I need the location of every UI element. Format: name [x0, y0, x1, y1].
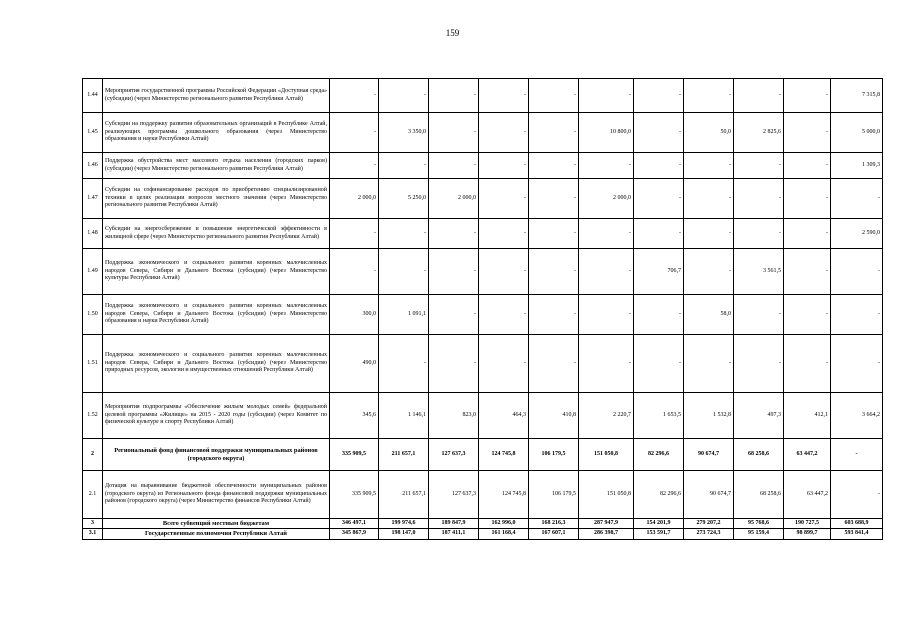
- value-cell: -: [429, 79, 479, 113]
- value-cell: 2 590,0: [831, 219, 883, 249]
- value-cell: 823,0: [429, 393, 479, 439]
- row-number: 1.51: [83, 335, 103, 393]
- value-cell: -: [429, 219, 479, 249]
- value-cell: -: [684, 249, 734, 295]
- value-cell: -: [479, 179, 529, 219]
- table-row: [83, 249, 883, 295]
- value-cell: -: [379, 335, 429, 393]
- value-cell: -: [479, 153, 529, 179]
- value-cell: 90 674,7: [684, 471, 734, 519]
- value-cell: 279 207,2: [684, 519, 734, 529]
- value-cell: -: [330, 249, 379, 295]
- value-cell: -: [831, 295, 883, 335]
- value-cell: 1 653,5: [634, 393, 684, 439]
- value-cell: 127 637,3: [429, 439, 479, 471]
- row-number: 3: [83, 519, 103, 529]
- value-cell: -: [330, 113, 379, 153]
- value-cell: -: [831, 179, 883, 219]
- table-row: [83, 295, 883, 335]
- value-cell: -: [784, 249, 831, 295]
- table-row: [83, 179, 883, 219]
- value-cell: 98 899,7: [784, 529, 831, 540]
- value-cell: 106 179,5: [529, 471, 579, 519]
- value-cell: 2 825,6: [734, 113, 784, 153]
- value-cell: 68 258,6: [734, 439, 784, 471]
- value-cell: 346 497,1: [330, 519, 379, 529]
- value-cell: -: [529, 295, 579, 335]
- page-number: 159: [445, 28, 460, 38]
- value-cell: 412,1: [784, 393, 831, 439]
- table-row: [83, 113, 883, 153]
- value-cell: -: [734, 79, 784, 113]
- row-description: Дотация на выравнивание бюджетной обеспеченности муниципальных районов (городского округа) из Регионального фонда финансовой поддержки муниципальных районов (городского округа) (через Министерство финансов Республики Алтай): [103, 471, 330, 519]
- value-cell: 167 607,1: [529, 529, 579, 540]
- value-cell: -: [784, 335, 831, 393]
- value-cell: 464,3: [479, 393, 529, 439]
- value-cell: -: [579, 79, 634, 113]
- value-cell: -: [529, 219, 579, 249]
- value-cell: 2 000,0: [579, 179, 634, 219]
- value-cell: 211 657,1: [379, 439, 429, 471]
- value-cell: 58,0: [684, 295, 734, 335]
- value-cell: -: [479, 219, 529, 249]
- value-cell: -: [379, 219, 429, 249]
- value-cell: -: [529, 249, 579, 295]
- value-cell: 10 800,0: [579, 113, 634, 153]
- value-cell: 168 216,3: [529, 519, 579, 529]
- value-cell: -: [831, 335, 883, 393]
- value-cell: -: [634, 295, 684, 335]
- row-description: Поддержка экономического и социального развития коренных малочисленных народов Севера, Сибири и Дальнего Востока (субсидии) (через Министерство образования и науки Республики Алтай): [103, 295, 330, 335]
- value-cell: 90 674,7: [684, 439, 734, 471]
- value-cell: -: [784, 219, 831, 249]
- row-number: 2: [83, 439, 103, 471]
- value-cell: 1 091,1: [379, 295, 429, 335]
- value-cell: -: [684, 335, 734, 393]
- row-description: Мероприятия подпрограммы «Обеспечение жильем молодых семей» федеральной целевой программы «Жилище» на 2015 - 2020 годы (субсидии) (через Комитет по физической культуре и спорту Республики Алтай): [103, 393, 330, 439]
- value-cell: 2 000,0: [330, 179, 379, 219]
- value-cell: 154 201,9: [634, 519, 684, 529]
- table-row: [83, 519, 883, 529]
- value-cell: 161 168,4: [479, 529, 529, 540]
- row-number: 1.47: [83, 179, 103, 219]
- value-cell: 187 411,1: [429, 529, 479, 540]
- row-description: Поддержка экономического и социального развития коренных малочисленных народов Севера, Сибири и Дальнего Востока (субсидии) (через Министерство культуры Республики Алтай): [103, 249, 330, 295]
- value-cell: 95 768,6: [734, 519, 784, 529]
- value-cell: -: [479, 113, 529, 153]
- value-cell: 63 447,2: [784, 439, 831, 471]
- value-cell: -: [529, 113, 579, 153]
- value-cell: -: [479, 335, 529, 393]
- value-cell: -: [784, 295, 831, 335]
- value-cell: 286 398,7: [579, 529, 634, 540]
- value-cell: -: [734, 335, 784, 393]
- value-cell: 2 220,7: [579, 393, 634, 439]
- row-description: Субсидии на поддержку развития образовательных организаций в Республике Алтай, реализующих программы дошкольного образования (через Министерство образования и науки Республики Алтай): [103, 113, 330, 153]
- row-number: 1.45: [83, 113, 103, 153]
- value-cell: -: [634, 79, 684, 113]
- row-number: 1.52: [83, 393, 103, 439]
- value-cell: 190 727,5: [784, 519, 831, 529]
- value-cell: 124 745,8: [479, 439, 529, 471]
- value-cell: -: [831, 439, 883, 471]
- value-cell: 68 258,6: [734, 471, 784, 519]
- value-cell: -: [734, 219, 784, 249]
- value-cell: -: [734, 179, 784, 219]
- row-description: Поддержка обустройства мест массового отдыха населения (городских парков) (субсидии) (через Министерство регионального развития Республики Алтай): [103, 153, 330, 179]
- row-number: 2.1: [83, 471, 103, 519]
- value-cell: -: [429, 295, 479, 335]
- value-cell: 198 147,0: [379, 529, 429, 540]
- value-cell: 5 000,0: [831, 113, 883, 153]
- value-cell: -: [784, 79, 831, 113]
- value-cell: 127 637,3: [429, 471, 479, 519]
- row-description: Государственные полномочия Республики Алтай: [103, 529, 330, 540]
- value-cell: -: [429, 113, 479, 153]
- value-cell: -: [379, 79, 429, 113]
- value-cell: 82 296,6: [634, 439, 684, 471]
- value-cell: -: [684, 179, 734, 219]
- row-description: Поддержка экономического и социального развития коренных малочисленных народов Севера, Сибири и Дальнего Востока (субсидии) (через Министерство природных ресурсов, экологии и имущественных отношений Республики Алтай): [103, 335, 330, 393]
- value-cell: 410,8: [529, 393, 579, 439]
- value-cell: -: [784, 179, 831, 219]
- value-cell: -: [734, 153, 784, 179]
- value-cell: 3 664,2: [831, 393, 883, 439]
- value-cell: -: [684, 219, 734, 249]
- value-cell: 106 179,5: [529, 439, 579, 471]
- value-cell: -: [684, 153, 734, 179]
- row-description: Мероприятия государственной программы Российской Федерации «Доступная среда» (субсидии) (через Министерство регионального развития Республики Алтай): [103, 79, 330, 113]
- value-cell: -: [784, 113, 831, 153]
- value-cell: 153 591,7: [634, 529, 684, 540]
- value-cell: 151 050,8: [579, 439, 634, 471]
- table-row: [83, 471, 883, 519]
- value-cell: 124 745,8: [479, 471, 529, 519]
- value-cell: 1 532,8: [684, 393, 734, 439]
- value-cell: 706,7: [634, 249, 684, 295]
- value-cell: -: [579, 335, 634, 393]
- value-cell: -: [634, 113, 684, 153]
- value-cell: 7 315,8: [831, 79, 883, 113]
- table-row: [83, 393, 883, 439]
- value-cell: 2 000,0: [429, 179, 479, 219]
- value-cell: 3 561,5: [734, 249, 784, 295]
- row-number: 1.44: [83, 79, 103, 113]
- value-cell: 335 909,5: [330, 439, 379, 471]
- value-cell: -: [579, 219, 634, 249]
- row-description: Всего субвенций местным бюджетам: [103, 519, 330, 529]
- budget-table: [82, 78, 883, 540]
- value-cell: 490,0: [330, 335, 379, 393]
- table-row: [83, 335, 883, 393]
- value-cell: 211 657,1: [379, 471, 429, 519]
- value-cell: -: [634, 335, 684, 393]
- row-number: 1.48: [83, 219, 103, 249]
- value-cell: -: [429, 335, 479, 393]
- value-cell: -: [579, 249, 634, 295]
- row-number: 3.1: [83, 529, 103, 540]
- value-cell: 345 867,9: [330, 529, 379, 540]
- value-cell: 151 050,8: [579, 471, 634, 519]
- table-row: [83, 153, 883, 179]
- value-cell: 162 996,0: [479, 519, 529, 529]
- value-cell: 603 688,9: [831, 519, 883, 529]
- value-cell: -: [479, 79, 529, 113]
- table-row: [83, 529, 883, 540]
- value-cell: -: [734, 295, 784, 335]
- value-cell: -: [429, 153, 479, 179]
- value-cell: 287 947,9: [579, 519, 634, 529]
- value-cell: 189 847,9: [429, 519, 479, 529]
- value-cell: -: [634, 153, 684, 179]
- value-cell: -: [479, 249, 529, 295]
- row-description: Субсидии на софинансирование расходов по приобретению специализированной техники в целях реализации вопросов местного значения (через Министерство регионального развития Республики Алтай): [103, 179, 330, 219]
- table-row: [83, 219, 883, 249]
- row-description: Региональный фонд финансовой поддержки муниципальных районов (городского округа): [103, 439, 330, 471]
- value-cell: 593 841,4: [831, 529, 883, 540]
- value-cell: -: [379, 249, 429, 295]
- value-cell: 5 250,0: [379, 179, 429, 219]
- value-cell: 273 724,3: [684, 529, 734, 540]
- value-cell: 497,3: [734, 393, 784, 439]
- value-cell: 3 350,0: [379, 113, 429, 153]
- value-cell: -: [579, 153, 634, 179]
- value-cell: -: [379, 153, 429, 179]
- value-cell: -: [429, 249, 479, 295]
- value-cell: 300,0: [330, 295, 379, 335]
- value-cell: -: [529, 79, 579, 113]
- table-row: [83, 439, 883, 471]
- value-cell: -: [330, 153, 379, 179]
- value-cell: -: [684, 79, 734, 113]
- value-cell: 1 146,1: [379, 393, 429, 439]
- value-cell: 95 159,4: [734, 529, 784, 540]
- value-cell: 1 309,3: [831, 153, 883, 179]
- value-cell: -: [579, 295, 634, 335]
- value-cell: 335 909,5: [330, 471, 379, 519]
- value-cell: 199 974,6: [379, 519, 429, 529]
- value-cell: -: [479, 295, 529, 335]
- value-cell: -: [634, 179, 684, 219]
- value-cell: 82 296,6: [634, 471, 684, 519]
- row-number: 1.46: [83, 153, 103, 179]
- value-cell: -: [634, 219, 684, 249]
- value-cell: 63 447,2: [784, 471, 831, 519]
- row-number: 1.49: [83, 249, 103, 295]
- value-cell: 50,0: [684, 113, 734, 153]
- value-cell: -: [784, 153, 831, 179]
- value-cell: -: [529, 335, 579, 393]
- value-cell: 345,6: [330, 393, 379, 439]
- row-description: Субсидии на энергосбережение и повышение энергетической эффективности в жилищной сфере (через Министерство регионального развития Республики Алтай): [103, 219, 330, 249]
- value-cell: -: [330, 219, 379, 249]
- table-row: [83, 79, 883, 113]
- value-cell: -: [529, 153, 579, 179]
- value-cell: -: [529, 179, 579, 219]
- value-cell: -: [831, 249, 883, 295]
- value-cell: -: [831, 471, 883, 519]
- row-number: 1.50: [83, 295, 103, 335]
- value-cell: -: [330, 79, 379, 113]
